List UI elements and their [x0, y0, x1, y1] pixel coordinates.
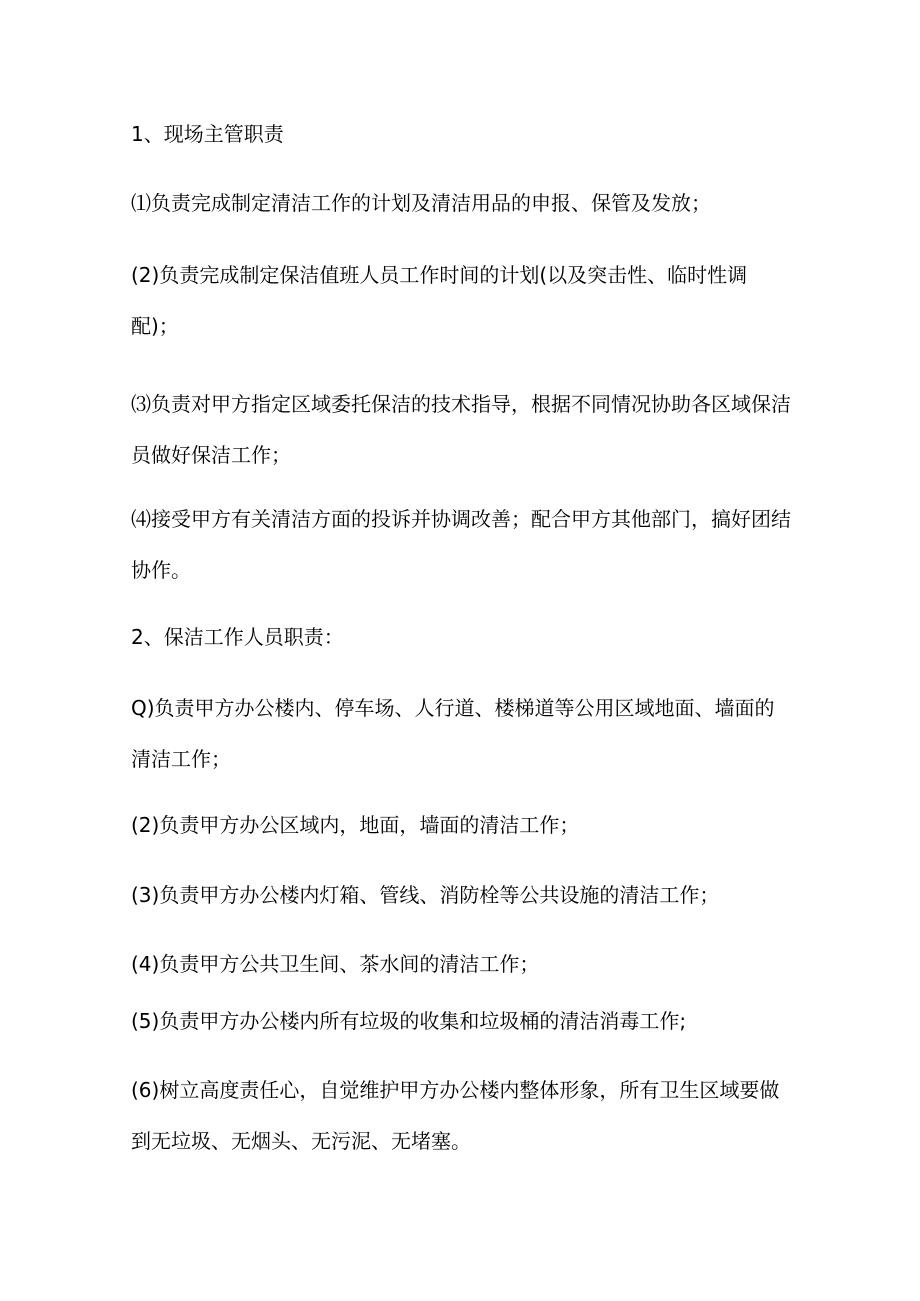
paragraph-supervisor-1: ⑴负责完成制定清洁工作的计划及清洁用品的申报、保管及发放； — [131, 191, 711, 215]
paragraph-staff-2: (2)负责甲方办公区域内，地面，墙面的清洁工作； — [131, 813, 580, 837]
section-heading-cleaning-staff: 2、保洁工作人员职责： — [131, 625, 344, 649]
section-heading-supervisor: 1、现场主管职责 — [131, 122, 284, 146]
paragraph-staff-3: (3)负责甲方办公楼内灯箱、管线、消防栓等公共设施的清洁工作； — [131, 883, 720, 907]
paragraph-supervisor-2: (2)负责完成制定保洁值班人员工作时间的计划(以及突击性、临时性调配)； — [131, 263, 748, 338]
paragraph-staff-1: Q)负责甲方办公楼内、停车场、人行道、楼梯道等公用区域地面、墙面的清洁工作； — [131, 696, 775, 771]
paragraph-staff-4: (4)负责甲方公共卫生间、茶水间的清洁工作； — [131, 952, 540, 976]
paragraph-supervisor-4: ⑷接受甲方有关清洁方面的投诉并协调改善；配合甲方其他部门，搞好团结协作。 — [131, 507, 791, 582]
paragraph-staff-5: (5)负责甲方办公楼内所有垃圾的收集和垃圾桶的清洁消毒工作; — [131, 1009, 687, 1033]
paragraph-staff-6: (6)树立高度责任心，自觉维护甲方办公楼内整体形象，所有卫生区域要做到无垃圾、无烟头、无污泥、无堵塞。 — [131, 1078, 780, 1153]
paragraph-supervisor-3: ⑶负责对甲方指定区域委托保洁的技术指导，根据不同情况协助各区域保洁员做好保洁工作； — [131, 392, 791, 467]
